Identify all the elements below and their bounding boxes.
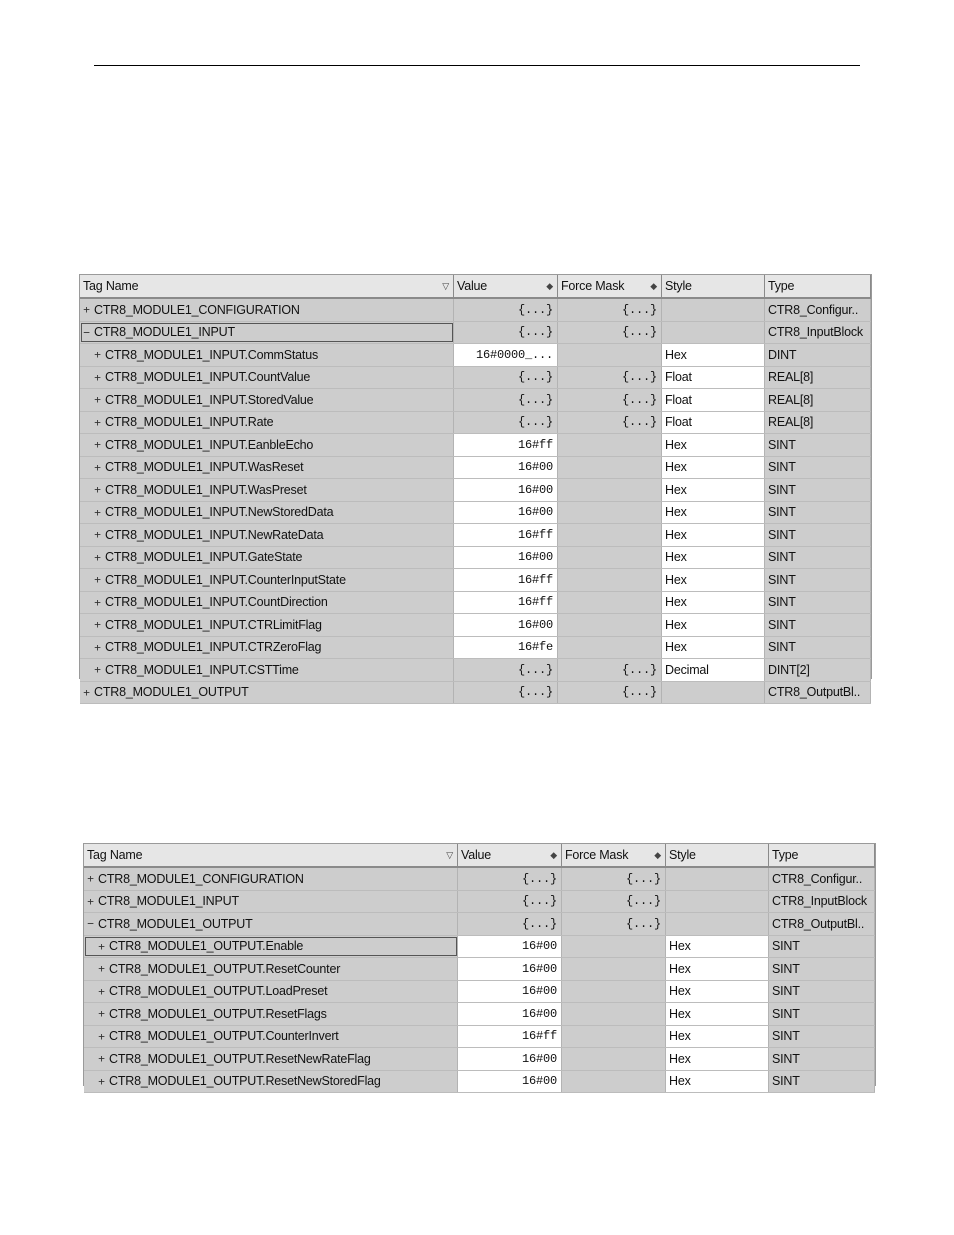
table-row[interactable] [84, 1003, 875, 1026]
type-cell: SINT [765, 524, 871, 546]
grid-header [80, 275, 871, 299]
type-cell: SINT [765, 457, 871, 479]
value-cell[interactable]: 16#00 [454, 479, 558, 501]
tag-name-text: CTR8_MODULE1_OUTPUT.CounterInvert [109, 1029, 339, 1044]
col-header-type[interactable]: Type [765, 275, 871, 297]
value-cell[interactable]: 16#00 [454, 547, 558, 569]
table-row[interactable] [84, 891, 875, 914]
tag-name-cell[interactable] [80, 502, 454, 524]
table-row[interactable] [80, 659, 871, 682]
tag-name-text: CTR8_MODULE1_INPUT [98, 894, 239, 909]
tag-name-cell[interactable] [80, 614, 454, 636]
style-cell[interactable]: Hex [666, 958, 769, 980]
filter-icon[interactable]: ▽ [442, 280, 449, 291]
type-cell: DINT[2] [765, 659, 871, 681]
table-row[interactable] [80, 344, 871, 367]
tag-name-cell[interactable] [84, 1071, 458, 1093]
tag-name-cell[interactable] [80, 547, 454, 569]
table-row[interactable] [80, 412, 871, 435]
force-mask-cell[interactable]: {...} [558, 682, 662, 704]
table-row[interactable] [84, 981, 875, 1004]
expand-icon[interactable]: + [98, 939, 105, 953]
table-row[interactable] [80, 502, 871, 525]
expand-icon[interactable]: + [98, 962, 105, 976]
force-mask-cell[interactable] [558, 614, 662, 636]
tag-name-cell[interactable] [80, 299, 454, 321]
value-cell[interactable]: 16#ff [454, 524, 558, 546]
tag-name-text: CTR8_MODULE1_OUTPUT.Enable [109, 939, 304, 954]
style-cell[interactable]: Hex [662, 569, 765, 591]
force-mask-cell[interactable]: {...} [562, 913, 666, 935]
page-header-rule [94, 65, 860, 66]
style-cell[interactable]: Hex [666, 981, 769, 1003]
col-header-value[interactable]: Value ◆ [454, 275, 558, 297]
tag-name-text: CTR8_MODULE1_INPUT.WasPreset [105, 482, 307, 497]
value-cell[interactable]: 16#00 [458, 1071, 562, 1093]
expand-icon[interactable]: + [94, 595, 101, 609]
expand-icon[interactable]: + [98, 1029, 105, 1043]
tag-name-text: CTR8_MODULE1_INPUT.NewStoredData [105, 505, 334, 520]
style-cell[interactable] [666, 868, 769, 890]
expand-icon[interactable]: + [94, 483, 101, 497]
tag-name-text: CTR8_MODULE1_OUTPUT.ResetNewStoredFlag [109, 1074, 381, 1089]
expand-icon[interactable]: + [87, 872, 94, 886]
type-cell: CTR8_Configur.. [765, 299, 871, 321]
tag-name-text: CTR8_MODULE1_INPUT.EanbleEcho [105, 437, 314, 452]
grid-body [80, 299, 871, 704]
tag-name-text: CTR8_MODULE1_OUTPUT.ResetCounter [109, 961, 341, 976]
table-row[interactable] [84, 1048, 875, 1071]
value-cell[interactable]: {...} [458, 913, 562, 935]
collapse-icon[interactable]: − [87, 917, 94, 931]
tag-name-text: CTR8_MODULE1_INPUT.WasReset [105, 460, 304, 475]
expand-icon[interactable]: + [94, 550, 101, 564]
type-cell: CTR8_InputBlock [769, 891, 875, 913]
table-row[interactable] [80, 389, 871, 412]
expand-icon[interactable]: + [98, 984, 105, 998]
col-header-force-mask[interactable]: Force Mask ◆ [558, 275, 662, 297]
tag-name-text: CTR8_MODULE1_OUTPUT [98, 916, 253, 931]
value-cell[interactable]: 16#ff [458, 1026, 562, 1048]
tag-name-text: CTR8_MODULE1_CONFIGURATION [94, 302, 300, 317]
force-mask-cell[interactable] [558, 592, 662, 614]
style-cell[interactable]: Float [662, 367, 765, 389]
style-cell[interactable]: Hex [662, 344, 765, 366]
type-cell: SINT [765, 502, 871, 524]
force-mask-cell[interactable]: {...} [558, 412, 662, 434]
style-cell[interactable]: Hex [666, 1026, 769, 1048]
style-cell[interactable]: Hex [662, 434, 765, 456]
tag-name-cell[interactable] [80, 659, 454, 681]
value-cell[interactable]: 16#00 [454, 502, 558, 524]
sort-arrow-icon[interactable]: ◆ [546, 280, 553, 291]
type-cell: REAL[8] [765, 367, 871, 389]
tag-name-cell[interactable] [80, 367, 454, 389]
force-mask-cell[interactable] [558, 524, 662, 546]
type-cell: REAL[8] [765, 389, 871, 411]
tag-name-cell[interactable] [84, 891, 458, 913]
style-cell[interactable]: Hex [662, 524, 765, 546]
tag-name-cell[interactable] [80, 569, 454, 591]
tag-name-text: CTR8_MODULE1_INPUT.CTRZeroFlag [105, 640, 322, 655]
value-cell[interactable]: 16#00 [458, 958, 562, 980]
table-row[interactable] [80, 682, 871, 705]
force-mask-cell[interactable] [558, 434, 662, 456]
value-cell[interactable]: 16#fe [454, 637, 558, 659]
tag-name-text: CTR8_MODULE1_INPUT.CSTTime [105, 662, 299, 677]
value-cell[interactable]: 16#ff [454, 592, 558, 614]
type-cell: SINT [769, 958, 875, 980]
type-cell: DINT [765, 344, 871, 366]
tag-name-cell[interactable] [84, 868, 458, 890]
tag-name-text: CTR8_MODULE1_OUTPUT.LoadPreset [109, 984, 328, 999]
tag-name-cell[interactable] [80, 412, 454, 434]
value-cell[interactable]: 16#ff [454, 569, 558, 591]
table-row[interactable] [80, 524, 871, 547]
table-row[interactable] [80, 367, 871, 390]
value-cell[interactable]: {...} [458, 868, 562, 890]
tag-name-text: CTR8_MODULE1_INPUT.GateState [105, 550, 303, 565]
table-row[interactable] [80, 322, 871, 345]
value-cell[interactable]: 16#00 [458, 936, 562, 958]
value-cell[interactable]: 16#0000_... [454, 344, 558, 366]
force-mask-cell[interactable] [562, 1026, 666, 1048]
force-mask-cell[interactable]: {...} [558, 659, 662, 681]
table-row[interactable] [84, 868, 875, 891]
style-cell[interactable]: Hex [662, 592, 765, 614]
value-cell[interactable]: {...} [454, 412, 558, 434]
style-cell[interactable]: Hex [666, 1003, 769, 1025]
tag-name-cell[interactable] [84, 981, 458, 1003]
type-cell: SINT [769, 1026, 875, 1048]
value-cell[interactable]: 16#ff [454, 434, 558, 456]
grid-header [84, 844, 875, 868]
table-row[interactable] [80, 569, 871, 592]
type-cell: CTR8_InputBlock [765, 322, 871, 344]
tag-name-text: CTR8_MODULE1_OUTPUT.ResetFlags [109, 1006, 327, 1021]
style-cell[interactable]: Hex [662, 479, 765, 501]
force-mask-cell[interactable] [558, 637, 662, 659]
grid-body [84, 868, 875, 1093]
tag-name-text: CTR8_MODULE1_INPUT.CommStatus [105, 347, 319, 362]
table-row[interactable] [80, 479, 871, 502]
style-cell[interactable]: Hex [662, 614, 765, 636]
tag-name-cell[interactable] [80, 322, 454, 344]
tag-name-text: CTR8_MODULE1_INPUT.CounterInputState [105, 572, 346, 587]
table-row[interactable] [84, 958, 875, 981]
tag-name-cell[interactable] [80, 592, 454, 614]
value-cell[interactable]: 16#00 [454, 614, 558, 636]
tag-name-cell[interactable] [84, 936, 458, 958]
tag-name-text: CTR8_MODULE1_INPUT.Rate [105, 415, 274, 430]
tag-name-cell[interactable] [84, 958, 458, 980]
type-cell: SINT [765, 569, 871, 591]
col-header-style[interactable]: Style [666, 844, 769, 866]
tag-name-cell[interactable] [80, 479, 454, 501]
expand-icon[interactable]: + [87, 894, 94, 908]
style-cell[interactable]: Hex [662, 547, 765, 569]
expand-icon[interactable]: + [83, 685, 90, 699]
type-cell: CTR8_OutputBl.. [765, 682, 871, 704]
tag-name-text: CTR8_MODULE1_INPUT.CountValue [105, 370, 311, 385]
force-mask-cell[interactable] [558, 457, 662, 479]
expand-icon[interactable]: + [94, 370, 101, 384]
type-cell: CTR8_OutputBl.. [769, 913, 875, 935]
expand-icon[interactable]: + [94, 348, 101, 362]
tag-name-cell[interactable] [84, 913, 458, 935]
type-cell: SINT [765, 479, 871, 501]
style-cell[interactable]: Float [662, 412, 765, 434]
expand-icon[interactable]: + [94, 393, 101, 407]
col-header-tag-name[interactable]: Tag Name ▽ [80, 275, 454, 297]
col-header-style[interactable]: Style [662, 275, 765, 297]
force-mask-cell[interactable] [562, 1048, 666, 1070]
collapse-icon[interactable]: − [83, 325, 90, 339]
expand-icon[interactable]: + [94, 505, 101, 519]
type-cell: SINT [765, 637, 871, 659]
value-cell[interactable]: 16#00 [458, 981, 562, 1003]
type-cell: REAL[8] [765, 412, 871, 434]
expand-icon[interactable]: + [98, 1074, 105, 1088]
expand-icon[interactable]: + [94, 460, 101, 474]
style-cell[interactable] [662, 322, 765, 344]
expand-icon[interactable]: + [94, 618, 101, 632]
tag-name-text: CTR8_MODULE1_INPUT [94, 325, 235, 340]
type-cell: CTR8_Configur.. [769, 868, 875, 890]
col-header-value[interactable]: Value ◆ [458, 844, 562, 866]
force-mask-cell[interactable]: {...} [562, 868, 666, 890]
table-row[interactable] [84, 1026, 875, 1049]
type-cell: SINT [765, 434, 871, 456]
expand-icon[interactable]: + [94, 528, 101, 542]
type-cell: SINT [765, 614, 871, 636]
table-row[interactable] [80, 637, 871, 660]
value-cell[interactable]: 16#00 [454, 457, 558, 479]
style-cell[interactable] [666, 891, 769, 913]
tag-name-text: CTR8_MODULE1_OUTPUT.ResetNewRateFlag [109, 1051, 371, 1066]
value-cell[interactable]: {...} [458, 891, 562, 913]
style-cell[interactable]: Hex [662, 637, 765, 659]
filter-icon[interactable]: ▽ [446, 849, 453, 860]
tag-name-cell[interactable] [80, 682, 454, 704]
tag-name-cell[interactable] [80, 457, 454, 479]
force-mask-cell[interactable] [558, 502, 662, 524]
force-mask-cell[interactable] [558, 547, 662, 569]
force-mask-cell[interactable] [558, 344, 662, 366]
expand-icon[interactable]: + [94, 663, 101, 677]
col-header-tag-name[interactable]: Tag Name ▽ [84, 844, 458, 866]
force-mask-cell[interactable]: {...} [562, 891, 666, 913]
sort-arrow-icon[interactable]: ◆ [654, 849, 661, 860]
tag-name-cell[interactable] [80, 389, 454, 411]
expand-icon[interactable]: + [94, 415, 101, 429]
style-cell[interactable] [666, 913, 769, 935]
force-mask-cell[interactable] [562, 1003, 666, 1025]
force-mask-cell[interactable] [558, 479, 662, 501]
style-cell[interactable]: Decimal [662, 659, 765, 681]
table-row[interactable] [80, 299, 871, 322]
tag-name-text: CTR8_MODULE1_INPUT.StoredValue [105, 392, 314, 407]
value-cell[interactable]: {...} [454, 389, 558, 411]
value-cell[interactable]: 16#00 [458, 1048, 562, 1070]
value-cell[interactable]: {...} [454, 322, 558, 344]
value-cell[interactable]: {...} [454, 659, 558, 681]
table-row[interactable] [84, 1071, 875, 1094]
force-mask-cell[interactable] [562, 981, 666, 1003]
type-cell: SINT [769, 1048, 875, 1070]
force-mask-cell[interactable] [562, 936, 666, 958]
style-cell[interactable]: Hex [666, 1048, 769, 1070]
tag-name-cell[interactable] [80, 434, 454, 456]
table-row[interactable] [84, 936, 875, 959]
sort-arrow-icon[interactable]: ◆ [550, 849, 557, 860]
expand-icon[interactable]: + [98, 1007, 105, 1021]
type-cell: SINT [769, 1003, 875, 1025]
style-cell[interactable] [662, 682, 765, 704]
tag-name-cell[interactable] [80, 344, 454, 366]
table-row[interactable] [80, 434, 871, 457]
tag-name-cell[interactable] [80, 637, 454, 659]
table-row[interactable] [84, 913, 875, 936]
force-mask-cell[interactable]: {...} [558, 389, 662, 411]
value-cell[interactable]: {...} [454, 299, 558, 321]
tag-name-text: CTR8_MODULE1_INPUT.NewRateData [105, 527, 324, 542]
expand-icon[interactable]: + [94, 640, 101, 654]
tag-name-text: CTR8_MODULE1_CONFIGURATION [98, 871, 304, 886]
tag-name-text: CTR8_MODULE1_OUTPUT [94, 685, 249, 700]
table-row[interactable] [80, 614, 871, 637]
type-cell: SINT [769, 1071, 875, 1093]
tag-monitor-grid-input[interactable] [79, 274, 872, 700]
expand-icon[interactable]: + [94, 438, 101, 452]
force-mask-cell[interactable] [558, 569, 662, 591]
style-cell[interactable]: Float [662, 389, 765, 411]
expand-icon[interactable]: + [98, 1052, 105, 1066]
tag-name-cell[interactable] [80, 524, 454, 546]
tag-monitor-grid-output[interactable] [83, 843, 876, 1089]
tag-name-cell[interactable] [84, 1026, 458, 1048]
style-cell[interactable]: Hex [666, 1071, 769, 1093]
type-cell: SINT [765, 547, 871, 569]
value-cell[interactable]: {...} [454, 682, 558, 704]
col-header-force-mask[interactable]: Force Mask ◆ [562, 844, 666, 866]
value-cell[interactable]: {...} [454, 367, 558, 389]
force-mask-cell[interactable]: {...} [558, 367, 662, 389]
tag-name-cell[interactable] [84, 1048, 458, 1070]
style-cell[interactable]: Hex [662, 457, 765, 479]
style-cell[interactable]: Hex [666, 936, 769, 958]
value-cell[interactable]: 16#00 [458, 1003, 562, 1025]
force-mask-cell[interactable] [562, 958, 666, 980]
type-cell: SINT [769, 981, 875, 1003]
table-row[interactable] [80, 457, 871, 480]
force-mask-cell[interactable]: {...} [558, 299, 662, 321]
table-row[interactable] [80, 592, 871, 615]
type-cell: SINT [769, 936, 875, 958]
expand-icon[interactable]: + [94, 573, 101, 587]
style-cell[interactable] [662, 299, 765, 321]
force-mask-cell[interactable]: {...} [558, 322, 662, 344]
col-header-type[interactable]: Type [769, 844, 875, 866]
style-cell[interactable]: Hex [662, 502, 765, 524]
tag-name-text: CTR8_MODULE1_INPUT.CountDirection [105, 595, 328, 610]
expand-icon[interactable]: + [83, 303, 90, 317]
sort-arrow-icon[interactable]: ◆ [650, 280, 657, 291]
tag-name-cell[interactable] [84, 1003, 458, 1025]
force-mask-cell[interactable] [562, 1071, 666, 1093]
table-row[interactable] [80, 547, 871, 570]
type-cell: SINT [765, 592, 871, 614]
tag-name-text: CTR8_MODULE1_INPUT.CTRLimitFlag [105, 617, 322, 632]
